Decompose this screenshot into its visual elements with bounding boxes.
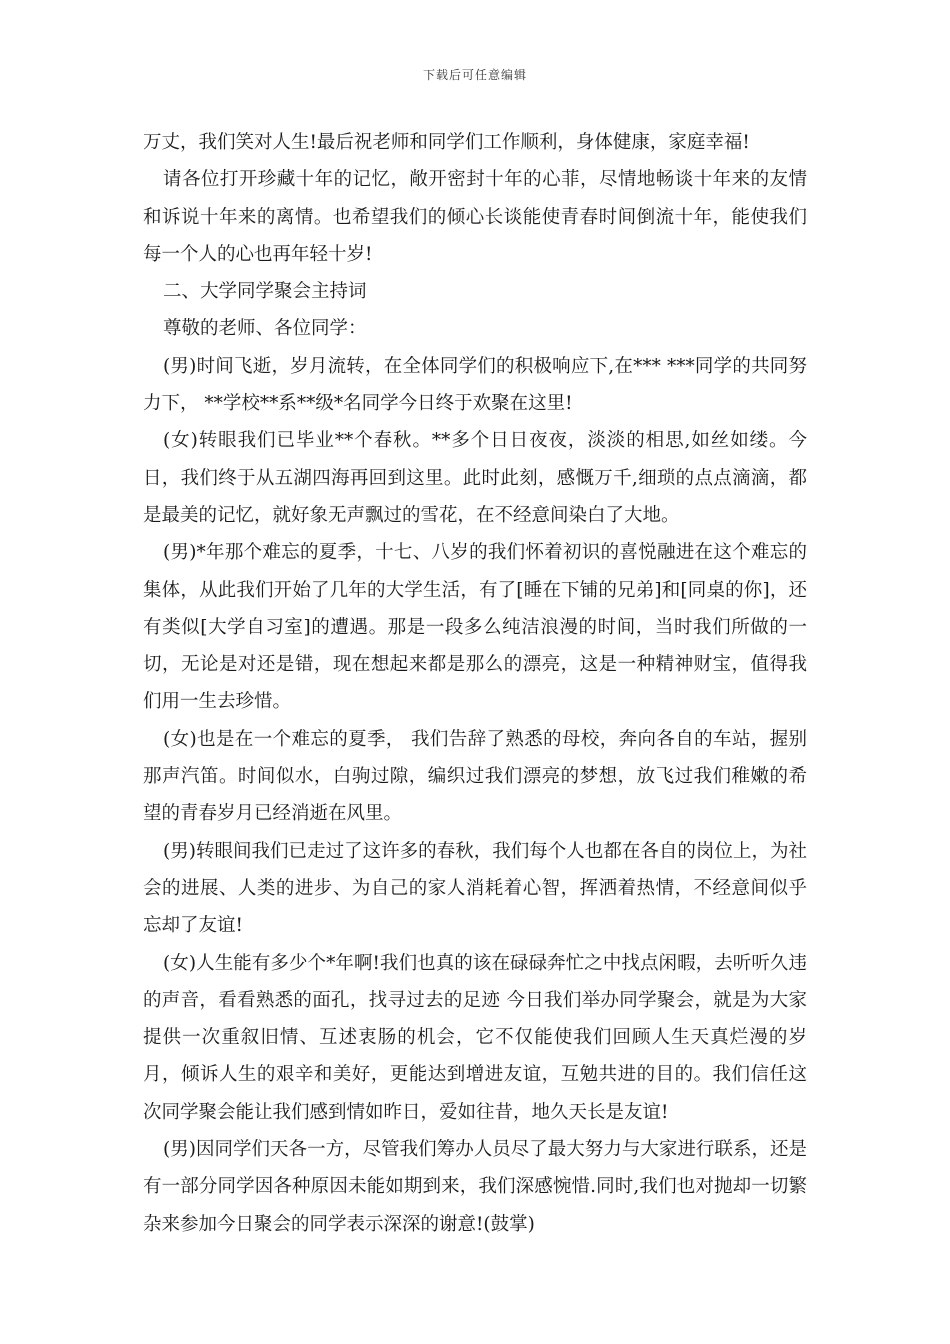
paragraph: 万丈，我们笑对人生!最后祝老师和同学们工作顺利，身体健康，家庭幸福!	[143, 132, 750, 153]
paragraph: 请各位打开珍藏十年的记忆，敞开密封十年的心菲，尽情地畅谈十年来的友情和诉说十年来的离情。也希望我们的倾心长谈能使青春时间倒流十年，能使我们每一个人的心也再年轻十岁!	[143, 169, 807, 265]
document-body	[143, 124, 807, 1243]
section-heading: 二、大学同学聚会主持词	[163, 281, 367, 303]
paragraph: (男)时间飞逝，岁月流转，在全体同学们的积极响应下,在*** ***同学的共同努力下， **学校**系**级*名同学今日终于欢聚在这里!	[143, 355, 807, 415]
paragraph: (男)因同学们天各一方，尽管我们筹办人员尽了最大努力与大家进行联系，还是有一部分同学因各种原因未能如期到来，我们深感惋惜.同时,我们也对抛却一切繁杂来参加今日聚会的同学表示深深的谢意!(鼓掌)	[143, 1139, 807, 1235]
paragraph: (女)人生能有多少个*年啊!我们也真的该在碌碌奔忙之中找点闲暇，去听听久违的声音，看看熟悉的面孔，找寻过去的足迹 今日我们举办同学聚会，就是为大家提供一次重叙旧情、互述衷肠的机会，它不仅能使我们回顾人生天真烂漫的岁月，倾诉人生的艰辛和美好，更能达到增进友谊，互勉共进的目的。我们信任这次同学聚会能让我们感到情如昨日，爱如往昔，地久天长是友谊!	[143, 952, 807, 1123]
paragraph: (女)转眼我们已毕业**个春秋。**多个日日夜夜，淡淡的相思,如丝如缕。今日，我们终于从五湖四海再回到这里。此时此刻，感慨万千,细琐的点点滴滴，都是最美的记忆，就好象无声飘过的雪花，在不经意间染白了大地。	[143, 430, 807, 526]
salutation: 尊敬的老师、各位同学：	[163, 318, 367, 340]
paragraph: (男)*年那个难忘的夏季，十七、八岁的我们怀着初识的喜悦融进在这个难忘的集体，从此我们开始了几年的大学生活，有了[睡在下铺的兄弟]和[同桌的你]，还有类似[大学自习室]的遭遇。那是一段多么纯洁浪漫的时间，当时我们所做的一切，无论是对还是错，现在想起来都是那么的漂亮，这是一种精神财宝，值得我们用一生去珍惜。	[143, 542, 807, 713]
paragraph: (女)也是在一个难忘的夏季， 我们告辞了熟悉的母校，奔向各自的车站，握别那声汽笛。时间似水，白驹过隙，编织过我们漂亮的梦想，放飞过我们稚嫩的希望的青春岁月已经消逝在风里。	[143, 728, 807, 825]
paragraph: (男)转眼间我们已走过了这许多的春秋，我们每个人也都在各自的岗位上，为社会的进展、人类的进步、为自己的家人消耗着心智，挥洒着热情，不经意间似乎忘却了友谊!	[143, 840, 807, 937]
page-header: 下载后可任意编辑	[422, 68, 527, 82]
